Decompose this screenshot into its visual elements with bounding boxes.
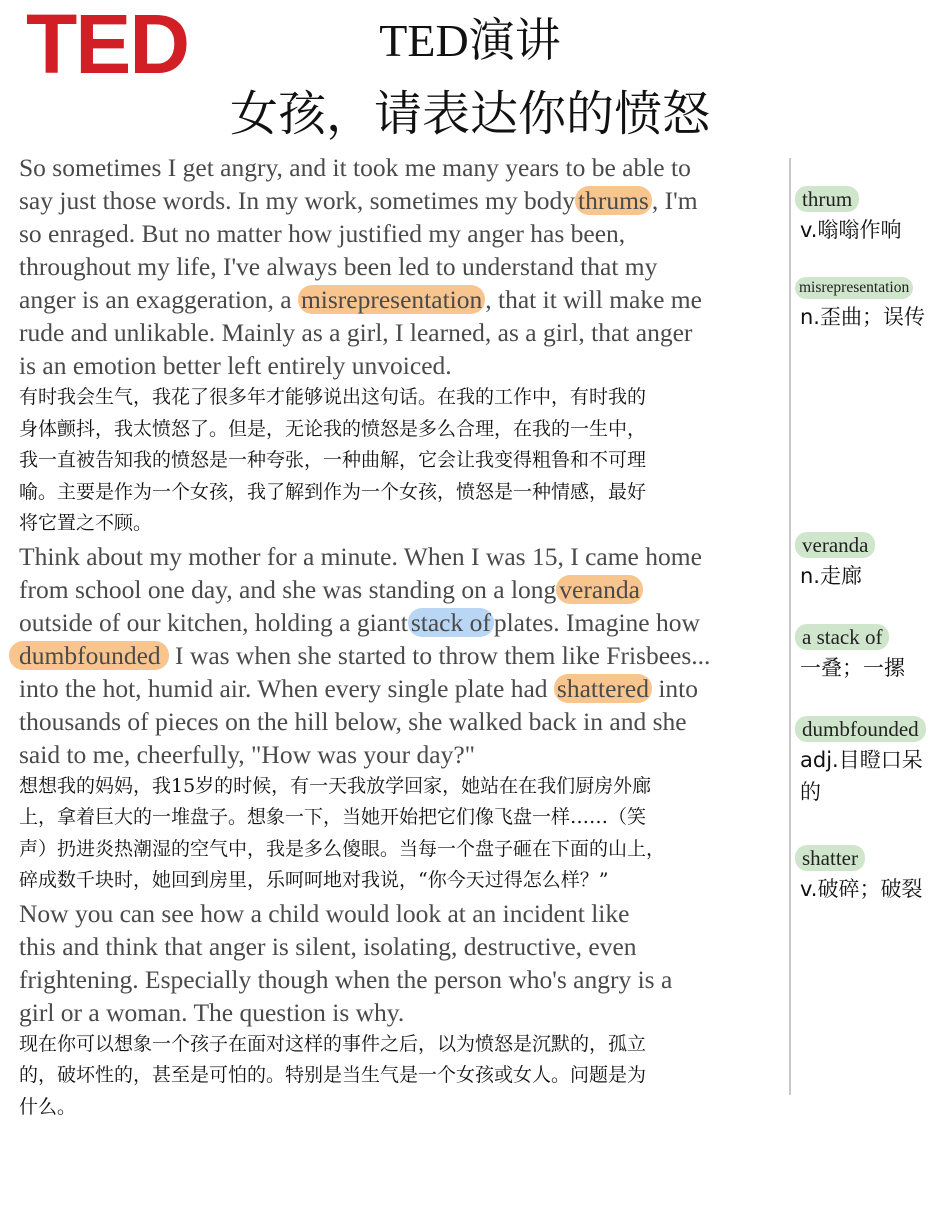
text-line: frightening. Especially though when the person who's angry is a [19,964,673,994]
english-paragraph-2 [19,540,794,771]
chinese-paragraph-3 [19,1029,794,1124]
text-line: rude and unlikable. Mainly as a girl, I learned, as a girl, that anger [19,318,693,347]
text-line: said to me, cheerfully, "How was your day?" [19,739,476,769]
text-line: 喻。主要是作为一个女孩，我了解到作为一个女孩，愤怒是一种情感，最好 [19,480,647,503]
glossary-term[interactable]: veranda [795,532,875,558]
glossary-definition: adj.目瞪口呆的 [800,748,923,804]
text-line: So sometimes I get angry, and it took me many years to be able to [19,153,691,182]
glossary-definition: n.歪曲；误传 [800,305,925,329]
glossary-entry-thrum [795,186,950,246]
text-line: 身体颤抖，我太愤怒了。但是，无论我的愤怒是多么合理，在我的一生中， [19,417,647,440]
glossary-entry-shatter [795,845,950,905]
glossary-term[interactable]: dumbfounded [795,716,926,742]
chinese-paragraph-1 [19,382,794,540]
text-line: 有时我会生气，我花了很多年才能够说出这句话。在我的工作中，有时我的 [19,386,647,408]
text-line [9,639,794,672]
glossary-term[interactable]: shatter [795,845,865,871]
text-line: 碎成数千块时，她回到房里，乐呵呵地对我说，“你今天过得怎么样？” [19,869,609,891]
text-line: this and think that anger is silent, isolating, destructive, even [19,931,637,961]
text-run: anger is an exaggeration, a [19,285,298,314]
highlight-dumbfounded[interactable]: dumbfounded [9,641,169,670]
text-line [19,606,794,639]
highlight-thrums[interactable]: thrums [575,186,652,215]
text-run: plates. Imagine how [493,607,700,637]
highlight-misrepresentation[interactable]: misrepresentation [298,285,485,314]
glossary-definition: n.走廊 [800,564,862,588]
text-line: 的，破坏性的，甚至是可怕的。特别是当生气是一个女孩或女人。问题是为 [19,1064,647,1086]
text-run: outside of our kitchen, holding a giant [19,607,408,637]
text-run: into the hot, humid air. When every single plate had [19,673,554,703]
text-line: Think about my mother for a minute. When I was 15, I came home [19,541,702,571]
text-line: 想想我的妈妈，我15岁的时候，有一天我放学回家，她站在在我们厨房外廊 [19,774,652,797]
glossary-term[interactable]: thrum [795,186,859,212]
english-paragraph-1 [19,151,794,382]
text-run: from school one day, and she was standing on a long [19,574,557,604]
glossary-entry-a-stack-of [795,624,950,684]
glossary-definition: v.破碎；破裂 [800,877,923,901]
text-line: so enraged. But no matter how justified my anger has been, [19,219,626,248]
transcript [19,151,794,1123]
glossary-definition: 一叠；一摞 [800,656,905,680]
page-title: TED演讲 [379,15,561,66]
text-line: 将它置之不顾。 [19,512,153,534]
text-run: , I'm [651,186,698,215]
text-line: 我一直被告知我的愤怒是一种夸张，一种曲解，它会让我变得粗鲁和不可理 [19,449,647,471]
text-line [19,283,794,316]
text-line [19,573,794,606]
glossary-entry-misrepresentation [795,277,950,333]
glossary-entry-dumbfounded [795,716,950,808]
glossary-term[interactable]: misrepresentation [795,277,913,299]
page-subtitle: 女孩，请表达你的愤怒 [229,86,710,142]
text-line: thousands of pieces on the hill below, she walked back in and she [19,706,687,736]
highlight-veranda[interactable]: veranda [556,575,643,604]
glossary-definition: v.嗡嗡作响 [800,218,902,242]
glossary-entry-veranda [795,532,950,592]
highlight-stack-of[interactable]: stack of [408,608,494,637]
text-run: into [651,673,698,703]
highlight-shattered[interactable]: shattered [554,674,652,703]
text-line: girl or a woman. The question is why. [19,997,405,1027]
english-paragraph-3 [19,897,794,1029]
text-run: , that it will make me [485,285,702,314]
text-run: I was when she started to throw them like Frisbees... [168,640,711,670]
margin-divider [789,158,791,1095]
text-line: 什么。 [19,1095,77,1118]
text-line: 现在你可以想象一个孩子在面对这样的事件之后，以为愤怒是沉默的，孤立 [19,1032,647,1055]
text-line: throughout my life, I've always been led to understand that my [19,252,658,281]
ted-logo: TED [26,0,188,91]
text-line: is an emotion better left entirely unvoiced. [19,351,452,380]
text-line: Now you can see how a child would look at an incident like [19,898,630,928]
glossary-term[interactable]: a stack of [795,624,889,650]
text-line [19,672,794,705]
chinese-paragraph-2 [19,771,794,897]
text-run: say just those words. In my work, sometimes my body [19,186,576,215]
text-line: 声）扔进炎热潮湿的空气中，我是多么傻眼。当每一个盘子砸在下面的山上， [19,837,666,860]
text-line [19,184,794,217]
text-line: 上，拿着巨大的一堆盘子。想象一下，当她开始把它们像飞盘一样……（笑 [19,806,647,828]
